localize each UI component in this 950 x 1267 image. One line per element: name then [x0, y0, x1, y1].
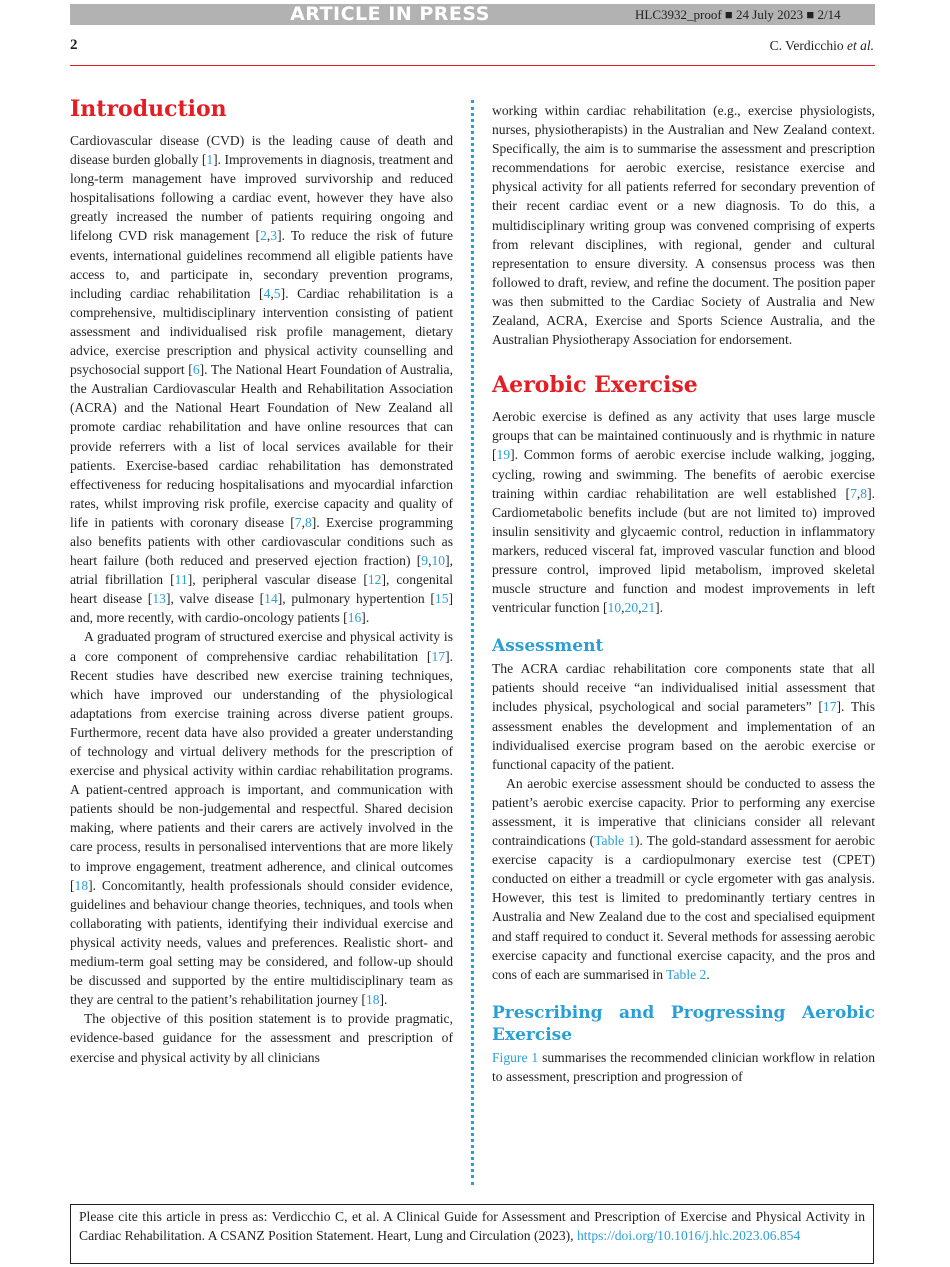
reference-link[interactable]: 15	[434, 591, 449, 607]
reference-link[interactable]: 19	[496, 447, 511, 463]
assessment-paragraph-2: An aerobic exercise assessment should be conducted to assess the patient’s aerobic exercise capacity. Prior to performing any exercise assessment, it is imperative that clinicians consider all relevant contraindications (Table 1). The gold-standard assessment for aerobic exercise capacity is a cardiopulmonary exercise test (CPET) conducted on either a treadmill or cycle ergometer with gas analysis. However, this test is limited to predominantly tertiary centres in Australia and New Zealand due to the cost and specialised equipment and staff required to conduct it. Several methods for assessing aerobic exercise capacity and functional exercise capacity, and the pros and cons of each are summarised in Table 2.	[492, 775, 875, 982]
header-rule	[70, 65, 875, 66]
reference-link[interactable]: Table 1	[594, 833, 636, 849]
reference-link[interactable]: 16	[347, 610, 362, 626]
reference-link[interactable]: 18	[365, 992, 380, 1008]
reference-link[interactable]: 20	[624, 600, 639, 616]
reference-link[interactable]: 17	[822, 699, 837, 715]
reference-link[interactable]: 21	[641, 600, 656, 616]
reference-link[interactable]: 3	[270, 228, 278, 244]
reference-link[interactable]: 7	[850, 485, 857, 501]
citation-text: Please cite this article in press as: Verdicchio C, et al. A Clinical Guide for Assessment and Prescription of Exercise and Physical Activity in Cardiac Rehabilitation. A CSANZ Position Statement. Heart, Lung and Circulation (2023),	[79, 1209, 865, 1243]
intro-paragraph-3-continued: working within cardiac rehabilitation (e.g., exercise physiologists, nurses, physiotherapists) in the Australian and New Zealand context. Specifically, the aim is to summarise the assessment and prescription recommendations for aerobic exercise, resistance exercise and physical activity for all patients referred for secondary prevention of their recent cardiac event or a new diagnosis. To do this, a multidisciplinary writing group was convened comprising of experts from relevant disciplines, with regional, gender and cultural representation to ensure diversity. A consensus process was then followed to draft, review, and refine the document. The position paper was then submitted to the Cardiac Society of Australia and New Zealand, ACRA, Exercise and Sports Science Australia, and the Australian Physiotherapy Association for endorsement.	[492, 103, 875, 348]
prescribing-paragraph: Figure 1 summarises the recommended clinician workflow in relation to assessment, prescription and progression of	[492, 1049, 875, 1084]
reference-link[interactable]: 17	[431, 648, 446, 664]
prescribing-heading: Prescribing and Progressing Aerobic Exercise	[492, 1002, 875, 1045]
reference-link[interactable]: Figure 1	[492, 1049, 539, 1065]
intro-paragraph-1: Cardiovascular disease (CVD) is the leading cause of death and disease burden globally [1]. Improvements in diagnosis, treatment and long-term management have improved survivorship and reduced hospitalisations following a cardiac event, however they have also greatly increased the number of patients requiring ongoing and lifelong CVD risk management [2,3]. To reduce the risk of future events, international guidelines recommend all eligible patients have access to, and participate in, secondary prevention programs, including cardiac rehabilitation [4,5]. Cardiac rehabilitation is a comprehensive, multidisciplinary intervention consisting of patient assessment and individualised risk profile management, dietary advice, exercise prescription and physical activity counselling and psychosocial support [6]. The National Heart Foundation of Australia, the Australian Cardiovascular Health and Rehabilitation Association (ACRA) and the National Heart Foundation of New Zealand all promote cardiac rehabilitation and have online resources that can provide referrers with a list of local services available for their patients. Exercise-based cardiac rehabilitation has demonstrated effectiveness for reducing hospitalisations and myocardial infarction rates, whilst improving risk profile, exercise capacity and quality of life in patients with coronary disease [7,8]. Exercise programming also benefits patients with other cardiovascular conditions such as heart failure (both reduced and preserved ejection fraction) [9,10], atrial fibrillation [11], peripheral vascular disease [12], congenital heart disease [13], valve disease [14], pulmonary hypertention [15] and, more recently, with cardio-oncology patients [16].	[70, 133, 454, 626]
proof-metadata: HLC3932_proof ■ 24 July 2023 ■ 2/14	[635, 7, 841, 22]
citation-box	[70, 1204, 874, 1264]
column-divider	[471, 100, 474, 1185]
reference-link[interactable]: 12	[367, 572, 382, 588]
intro-paragraph-2: A graduated program of structured exercise and physical activity is a core component of comprehensive cardiac rehabilitation [17]. Recent studies have described new exercise training techniques, which have improved our understanding of the physiological adaptations from exercise training across diverse patient groups. Furthermore, recent data have also provided a greater understanding of technology and virtual delivery methods for the prescription of exercise and physical activity within cardiac rehabilitation programs. A patient-centred approach is important, and communication with patients should be non-judgemental and respectful. Shared decision making, where patients and their carers are actively involved in the care process, results in personalised interventions that are more likely to improve engagement, treatment adherence, and clinical outcomes [18]. Concomitantly, health professionals should consider evidence, guidelines and behaviour change theories, techniques, and tools when collaborating with patients, identifying their individual exercise and physical activity needs, values and preferences. Realistic short- and medium-term goal setting may be considered, and follow-up should be discussed and supported by the entire multidisciplinary team as they are central to the patient’s rehabilitation journey [18].	[70, 629, 453, 1008]
reference-link[interactable]: 8	[860, 485, 868, 501]
right-column	[492, 101, 875, 1086]
reference-link[interactable]: 6	[192, 362, 200, 378]
left-column	[70, 96, 453, 1067]
assessment-paragraph-1: The ACRA cardiac rehabilitation core components state that all patients should receive “an individualised initial assessment that includes physical, psychological and social parameters” [17]. This assessment enables the development and implementation of an individualised exercise program based on the aerobic exercise or functional capacity of the patient.	[492, 661, 875, 772]
reference-link[interactable]: 13	[152, 591, 166, 607]
banner-title: ARTICLE IN PRESS	[290, 3, 490, 25]
reference-link[interactable]: 9	[421, 553, 429, 569]
aerobic-exercise-heading: Aerobic Exercise	[492, 372, 698, 399]
assessment-heading: Assessment	[492, 636, 604, 657]
reference-link[interactable]: 8	[304, 514, 312, 530]
reference-link[interactable]: 5	[273, 285, 281, 301]
reference-link[interactable]: 2	[260, 228, 267, 244]
reference-link[interactable]: 14	[264, 591, 278, 607]
reference-link[interactable]: 10	[607, 600, 622, 616]
reference-link[interactable]: 7	[294, 514, 302, 530]
reference-link[interactable]: 18	[74, 877, 89, 893]
introduction-heading: Introduction	[70, 96, 227, 122]
reference-link[interactable]: 1	[206, 152, 214, 168]
reference-link[interactable]: Table 2	[666, 966, 707, 982]
reference-link[interactable]: 11	[174, 572, 188, 588]
reference-link[interactable]: 10	[431, 553, 446, 569]
reference-link[interactable]: 4	[263, 285, 271, 301]
page-number: 2	[70, 37, 78, 53]
doi-link[interactable]: https://doi.org/10.1016/j.hlc.2023.06.854	[576, 1228, 801, 1243]
article-in-press-banner	[70, 4, 875, 25]
running-head-author: C. Verdicchio	[769, 38, 847, 53]
running-head	[770, 38, 874, 54]
aerobic-paragraph: Aerobic exercise is defined as any activity that uses large muscle groups that can be maintained continuously and is rhythmic in nature [19]. Common forms of aerobic exercise include walking, jogging, cycling, rowing and swimming. The benefits of aerobic exercise training within cardiac rehabilitation are well established [7,8]. Cardiometabolic benefits include (but are not limited to) improved insulin sensitivity and glycaemic control, reduction in inflammatory markers, reduced visceral fat, improved vascular function and blood pressure control, improved lipid metabolism, improved skeletal muscle structure and function and modest improvements in left ventricular function [10,20,21].	[492, 409, 875, 616]
running-head-etal: et al.	[847, 38, 874, 53]
intro-paragraph-3: The objective of this position statement is to provide pragmatic, evidence-based guidance for the assessment and prescription of exercise and physical activity by all clinicians	[70, 1011, 453, 1065]
